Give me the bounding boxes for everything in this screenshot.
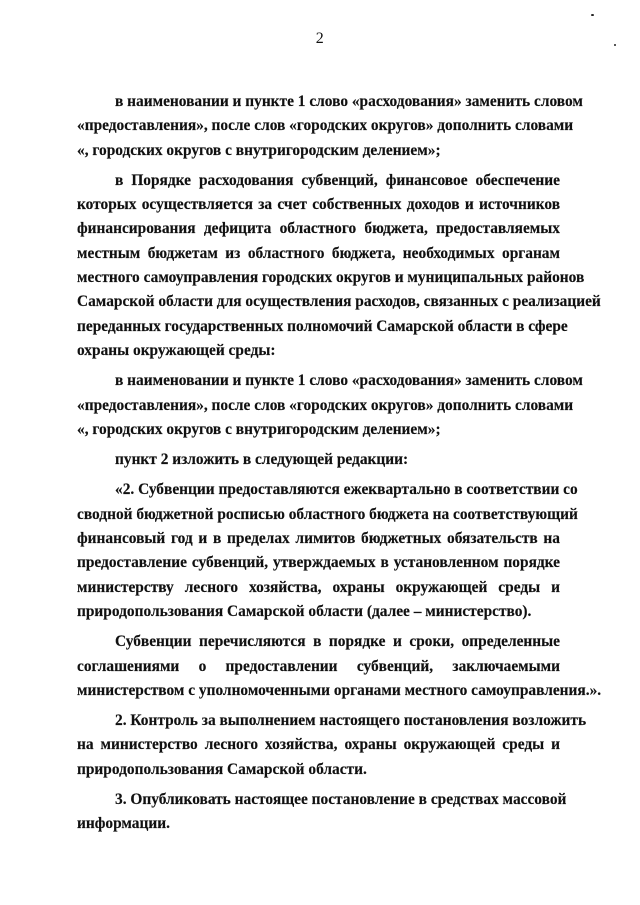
text-line: 2. Контроль за выполнением настоящего постановления возложить — [115, 712, 587, 730]
paragraph — [77, 169, 601, 363]
text-line: «2. Субвенции предоставляются ежеквартально в соответствии со — [115, 481, 578, 499]
text-line: в наименовании и пункте 1 слово «расходования» заменить словом — [115, 372, 583, 390]
paragraph — [77, 369, 583, 442]
text-line: министерству лесного хозяйства, охраны окружающей среды и — [77, 578, 560, 596]
paragraph — [77, 448, 560, 472]
paragraph — [77, 709, 587, 782]
text-line: в наименовании и пункте 1 слово «расходования» заменить словом — [115, 93, 583, 110]
paragraph — [77, 788, 567, 837]
text-line: финансовый год и в пределах лимитов бюджетных обязательств на — [77, 530, 560, 548]
text-line: 3. Опубликовать настоящее постановление в средствах массовой — [115, 791, 567, 809]
text-line: министерством с уполномоченными органами местного самоуправления.». — [77, 681, 602, 699]
text-line: которых осуществляется за счет собственных доходов и источников — [77, 196, 560, 214]
page-number: 2 — [315, 30, 325, 47]
text-line: переданных государственных полномочий Самарской области в сфере — [77, 317, 568, 335]
document-body — [77, 90, 602, 837]
text-line: предоставление субвенций, утверждаемых в установленном порядке — [77, 554, 560, 572]
text-line: природопользования Самарской области (далее – министерство). — [77, 602, 532, 620]
text-line: финансирования дефицита областного бюджета, предоставляемых — [77, 220, 560, 238]
text-line: информации. — [77, 815, 170, 833]
text-line: «предоставления», после слов «городских округов» дополнить словами — [77, 117, 574, 135]
text-line: Самарской области для осуществления расходов, связанных с реализацией — [77, 293, 601, 311]
text-line: местного самоуправления городских округов и муниципальных районов — [77, 269, 585, 287]
paragraph — [77, 90, 583, 163]
paragraph — [77, 478, 578, 624]
text-line: охраны окружающей среды: — [77, 341, 276, 359]
text-line: «предоставления», после слов «городских округов» дополнить словами — [77, 396, 574, 414]
text-line: в Порядке расходования субвенций, финансовое обеспечение — [115, 171, 560, 189]
text-line: на министерство лесного хозяйства, охраны окружающей среды и — [77, 736, 560, 754]
text-line: пункт 2 изложить в следующей редакции: — [115, 451, 409, 469]
text-line: местным бюджетам из областного бюджета, необходимых органам — [77, 244, 560, 262]
scan-speck — [591, 14, 594, 16]
text-line: соглашениями о предоставлении субвенций, заключаемыми — [77, 657, 560, 675]
paragraph — [77, 630, 602, 703]
text-line: «, городских округов с внутригородским делением»; — [77, 141, 441, 159]
text-line: «, городских округов с внутригородским делением»; — [77, 420, 441, 438]
text-line: сводной бюджетной росписью областного бюджета на соответствующий — [77, 505, 578, 523]
text-line: Субвенции перечисляются в порядке и сроки, определенные — [115, 633, 560, 651]
text-line: природопользования Самарской области. — [77, 760, 367, 778]
